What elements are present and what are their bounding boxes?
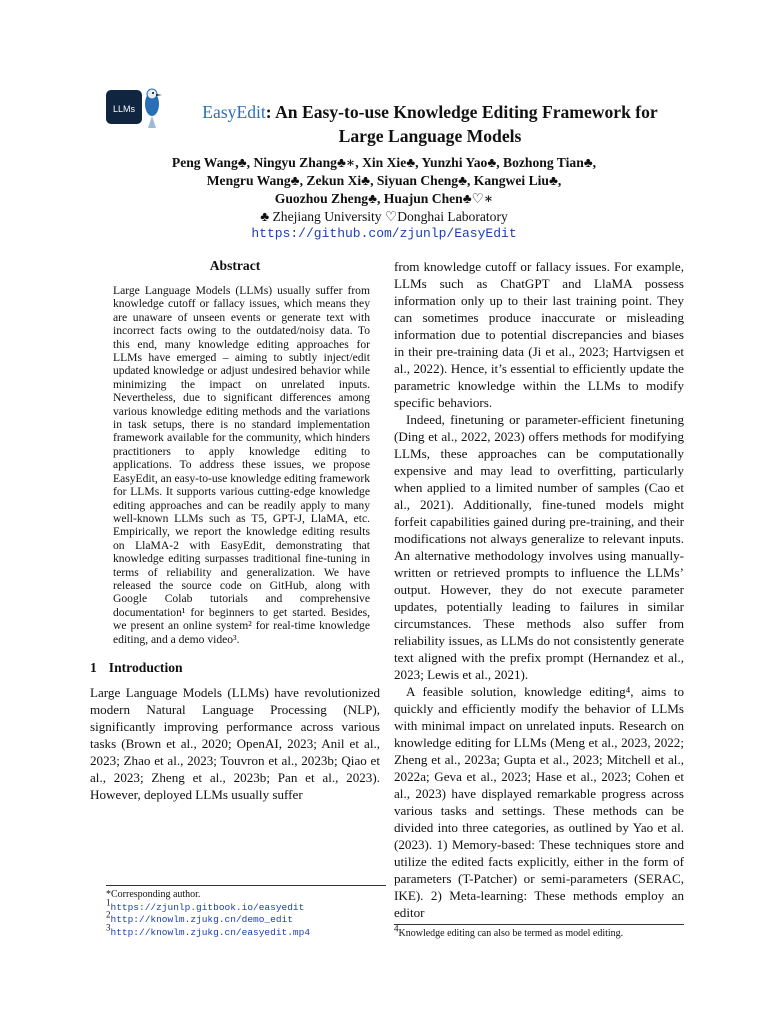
right-column — [394, 258, 684, 921]
left-column — [90, 258, 380, 803]
title-brand: EasyEdit — [202, 102, 266, 122]
footnote-1: $^1$https://zjunlp.gitbook.io/easyedit — [106, 897, 305, 913]
footnote-1-link[interactable]: https://zjunlp.gitbook.io/easyedit — [110, 901, 305, 913]
author-list — [120, 154, 648, 208]
easyedit-logo — [106, 86, 166, 130]
intro-paragraph-1: Large Language Models (LLMs) have revolutionized modern Natural Language Processing (NLP), significantly improving performance across various tasks (Brown et al., 2020; OpenAI, 2023; Anil et al., 2023; Zhao et al., 2023; Touvron et al., 2023b; Qiao et al., 2023; Zheng et al., 2023b; Pan et al., 2023). However, deployed LLMs usually suffer — [90, 684, 380, 802]
intro-paragraph-3: A feasible solution, knowledge editing⁴, aims to quickly and efficiently modify the behavior of LLMs with minimal impact on unrelated inputs. Research on knowledge editing for LLMs (Meng et al., 2023, 2022; Zheng et al., 2023a; Gupta et al., 2023; Mitchell et al., 2022a; Geva et al., 2023; Hase et al., 2023; Cohen et al., 2023) have displayed remarkable progress across various tasks and settings. These methods can be divided into three categories, as outlined by Yao et al. (2023). 1) Memory-based: These techniques store and utilize the edited facts explicitly, either in the form of parameters (T-Patcher) or semi-parameters (SERAC, IKE). 2) Meta-learning: These methods employ an editor — [394, 684, 684, 920]
footnote-3: $^3$http://knowlm.zjukg.cn/easyedit.mp4 — [106, 922, 311, 938]
footnote-2: $^2$http://knowlm.zjukg.cn/demo_edit — [106, 909, 293, 926]
footnote-4-text: Knowledge editing can also be termed as model editing. — [398, 928, 624, 939]
footnote-4: $^4$Knowledge editing can also be termed as model editing. — [394, 923, 624, 939]
authors-line3: Guozhou Zheng♣, Huajun Chen♣♡∗ — [274, 191, 494, 206]
section-title: Introduction — [108, 659, 183, 675]
affiliations: ♣ Zhejiang University ♡Donghai Laboratory — [260, 209, 508, 224]
section-heading-introduction — [90, 660, 380, 676]
intro-paragraph-2: Indeed, finetuning or parameter-efficient finetuning (Ding et al., 2022, 2023) offers methods for modifying LLMs, these approaches can be computationally expensive and may lead to overfitting, particularly when applied to a limited number of samples (Cao et al., 2021). Additionally, fine-tuned models might forfeit capabilities gained during pre-training, and their modifications not always generalize to relevant inputs. An alternative methodology involves using manually-written or retrieved prompts to influence the LLMs’ output. However, they do not execute parameter updates, potentially leading to failures in similar circumstances. These methods also suffer from reliability issues, as LLMs do not consistently generate text aligned with the prefix prompt (Hernandez et al., 2023; Lewis et al., 2021). — [394, 412, 684, 682]
footnotes-left — [106, 885, 386, 939]
footnote-2-link[interactable]: http://knowlm.zjukg.cn/demo_edit — [110, 914, 293, 926]
repo-link[interactable]: https://github.com/zjunlp/EasyEdit — [251, 226, 517, 241]
footnote-corresponding: *Corresponding author. — [106, 889, 201, 900]
logo-text: LLMs — [112, 104, 136, 114]
authors-line2: Mengru Wang♣, Zekun Xi♣, Siyuan Cheng♣, Kangwei Liu♣, — [206, 173, 562, 188]
abstract-body: Large Language Models (LLMs) usually suffer from knowledge cutoff or fallacy issues, which means they are unaware of unseen events or generate text with incorrect facts owing to the outdated/noisy data. To this end, many knowledge editing approaches for LLMs have emerged – aiming to subtly inject/edit updated knowledge or adjust undesired behavior while minimizing the impact on unrelated inputs. Nevertheless, due to significant differences among various knowledge editing methods and the variations in task setups, there is no standard implementation framework available for the community, which hinders practitioners to apply knowledge editing to applications. To address these issues, we propose EasyEdit, an easy-to-use knowledge editing framework for LLMs. It supports various cutting-edge knowledge editing approaches and can be readily apply to many well-known LLMs such as T5, GPT-J, LlaMA, etc. Empirically, we report the knowledge editing results on LlaMA-2 with EasyEdit, demonstrating that knowledge editing surpasses traditional fine-tuning in terms of reliability and generalization. We have released the source code on GitHub, along with Google Colab tutorials and comprehensive documentation¹ for beginners to get started. Besides, we present an online system² for real-time knowledge editing, and a demo video³. — [113, 284, 370, 646]
abstract-title: Abstract — [209, 258, 261, 273]
section-number: 1 — [90, 659, 97, 675]
intro-paragraph-1-cont: from knowledge cutoff or fallacy issues. For example, LLMs such as ChatGPT and LlaMA possess information only up to their last training point. They can sometimes produce inaccurate or misleading information due to potential discrepancies and biases in their pre-training data (Ji et al., 2023; Hartvigsen et al., 2022). Hence, it’s essential to efficiently update the parametric knowledge within the LLMs to modify specific behaviors. — [394, 259, 684, 410]
title-line2: Large Language Models — [338, 126, 522, 146]
title-rest: : An Easy-to-use Knowledge Editing Framework for — [265, 102, 658, 122]
paper-title — [170, 100, 690, 148]
footnote-3-link[interactable]: http://knowlm.zjukg.cn/easyedit.mp4 — [110, 926, 311, 938]
authors-line1: Peng Wang♣, Ningyu Zhang♣∗, Xin Xie♣, Yunzhi Yao♣, Bozhong Tian♣, — [171, 155, 597, 170]
repo-link-wrap — [120, 225, 648, 243]
footnotes-right — [394, 924, 684, 941]
